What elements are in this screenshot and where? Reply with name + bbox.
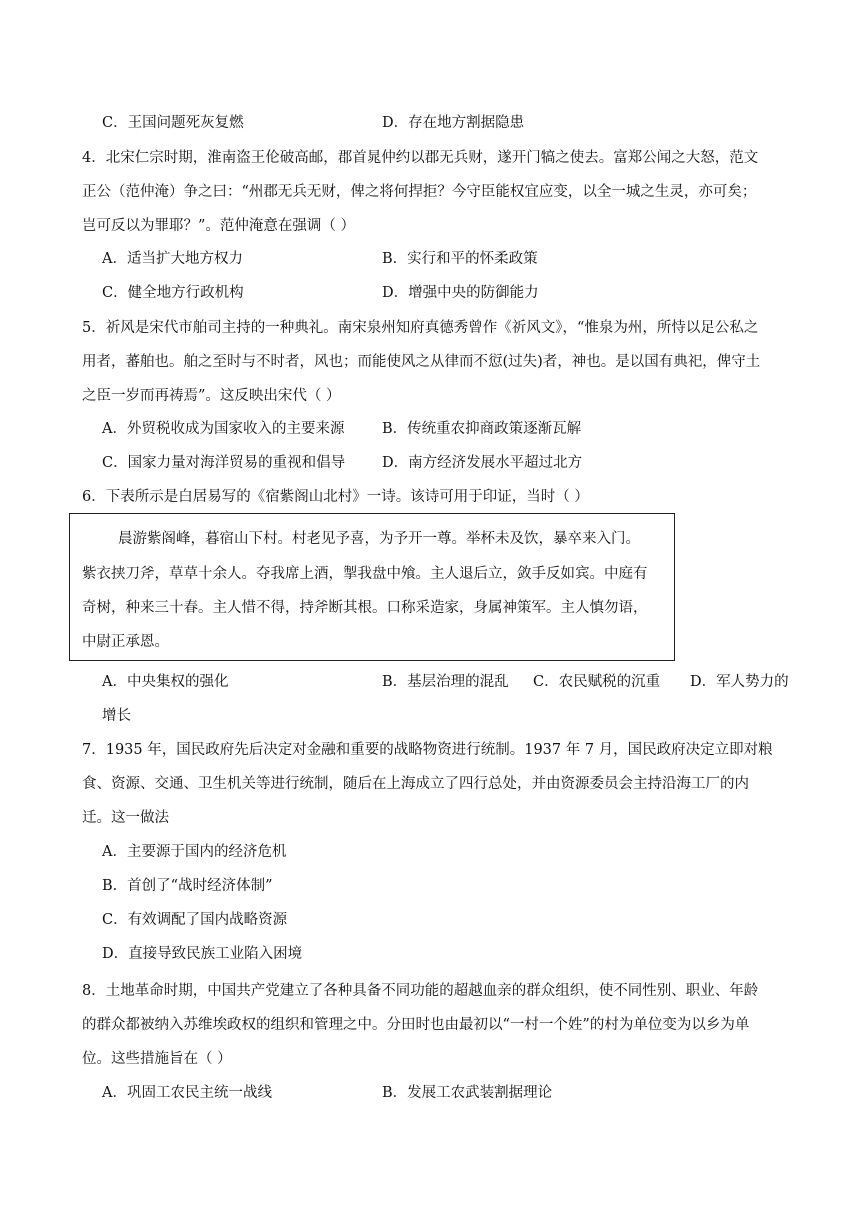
q5-stem-line-1: 5．祈风是宋代市舶司主持的一种典礼。南宋泉州知府真德秀曾作《祈风文》，“惟泉为州，所恃以足公私之 — [82, 320, 759, 336]
q6-option-b: B．基层治理的混乱 — [382, 674, 509, 690]
q7-option-d: D．直接导致民族工业陷入困境 — [102, 946, 303, 962]
q8-option-b: B．发展工农武装割据理论 — [382, 1085, 553, 1101]
q8-stem-line-3: 位。这些措施旨在（ ） — [82, 1051, 232, 1067]
q5-option-c: C．国家力量对海洋贸易的重视和倡导 — [102, 455, 346, 471]
q4-stem-line-3: 岂可反以为罪耶？”。范仲淹意在强调（ ） — [82, 218, 356, 234]
q4-stem-line-1: 4．北宋仁宗时期，淮南盗王伦破高邮，郡首晁仲约以郡无兵财，遂开门犒之使去。富郑公闻之大怒，范文 — [82, 150, 759, 166]
poem-table-box — [69, 513, 675, 661]
q6-option-c: C．农民赋税的沉重 — [533, 674, 661, 690]
q6-option-d: D．军人势力的 — [690, 674, 789, 690]
q7-option-a: A．主要源于国内的经济危机 — [102, 844, 287, 860]
q6-option-d-wrap: 增长 — [102, 708, 131, 724]
q7-option-b: B．首创了“战时经济体制” — [102, 878, 273, 894]
q5-stem-line-3: 之臣一岁而再祷焉”。这反映出宋代（ ） — [82, 388, 341, 404]
q8-option-a: A．巩固工农民主统一战线 — [102, 1085, 272, 1101]
q6-stem: 6．下表所示是白居易写的《宿紫阁山北村》一诗。该诗可用于印证，当时（ ） — [82, 489, 589, 505]
q7-option-c: C．有效调配了国内战略资源 — [102, 912, 288, 928]
poem-line-2: 紫衣挟刀斧，草草十余人。夺我席上酒，掣我盘中飧。主人退后立，敛手反如宾。中庭有 — [82, 566, 648, 582]
q3-option-c: C．王国问题死灰复燃 — [102, 115, 244, 131]
poem-line-3: 奇树，种来三十春。主人惜不得，持斧断其根。口称采造家，身属神策军。主人慎勿语， — [82, 600, 648, 616]
poem-line-1: 晨游紫阁峰，暮宿山下村。村老见予喜，为予开一尊。举杯未及饮，暴卒来入门。 — [118, 531, 640, 547]
q4-option-c: C．健全地方行政机构 — [102, 285, 244, 301]
q8-stem-line-1: 8．土地革命时期，中国共产党建立了各种具备不同功能的超越血亲的群众组织，使不同性别、职业、年龄 — [82, 983, 759, 999]
q7-stem-line-2: 食、资源、交通、卫生机关等进行统制，随后在上海成立了四行总处，并由资源委员会主持沿海工厂的内 — [82, 776, 749, 792]
q4-stem-line-2: 正公（范仲淹）争之曰：“州郡无兵无财，俾之将何捍拒？今守臣能权宜应变，以全一城之生灵，亦可矣； — [82, 184, 757, 200]
q7-stem-line-3: 迁。这一做法 — [82, 810, 169, 826]
q4-option-b: B．实行和平的怀柔政策 — [382, 251, 538, 267]
q8-stem-line-2: 的群众都被纳入苏维埃政权的组织和管理之中。分田时也由最初以“一村一个姓”的村为单位变为以乡为单 — [82, 1017, 750, 1033]
q4-option-d: D．增强中央的防御能力 — [382, 285, 539, 301]
q7-stem-line-1: 7．1935 年，国民政府先后决定对金融和重要的战略物资进行统制。1937 年 7 月，国民政府决定立即对粮 — [82, 742, 773, 758]
q5-stem-line-2: 用者，蕃舶也。舶之至时与不时者，风也；而能使风之从律而不愆(过失)者，神也。是以国有典祀，俾守土 — [82, 354, 761, 370]
poem-line-4: 中尉正承恩。 — [82, 634, 169, 650]
q4-option-a: A．适当扩大地方权力 — [102, 251, 243, 267]
q5-option-b: B．传统重农抑商政策逐渐瓦解 — [382, 421, 582, 437]
q5-option-a: A．外贸税收成为国家收入的主要来源 — [102, 421, 345, 437]
q3-option-d: D．存在地方割据隐患 — [382, 115, 525, 131]
q6-option-a: A．中央集权的强化 — [102, 674, 229, 690]
q5-option-d: D．南方经济发展水平超过北方 — [382, 455, 583, 471]
